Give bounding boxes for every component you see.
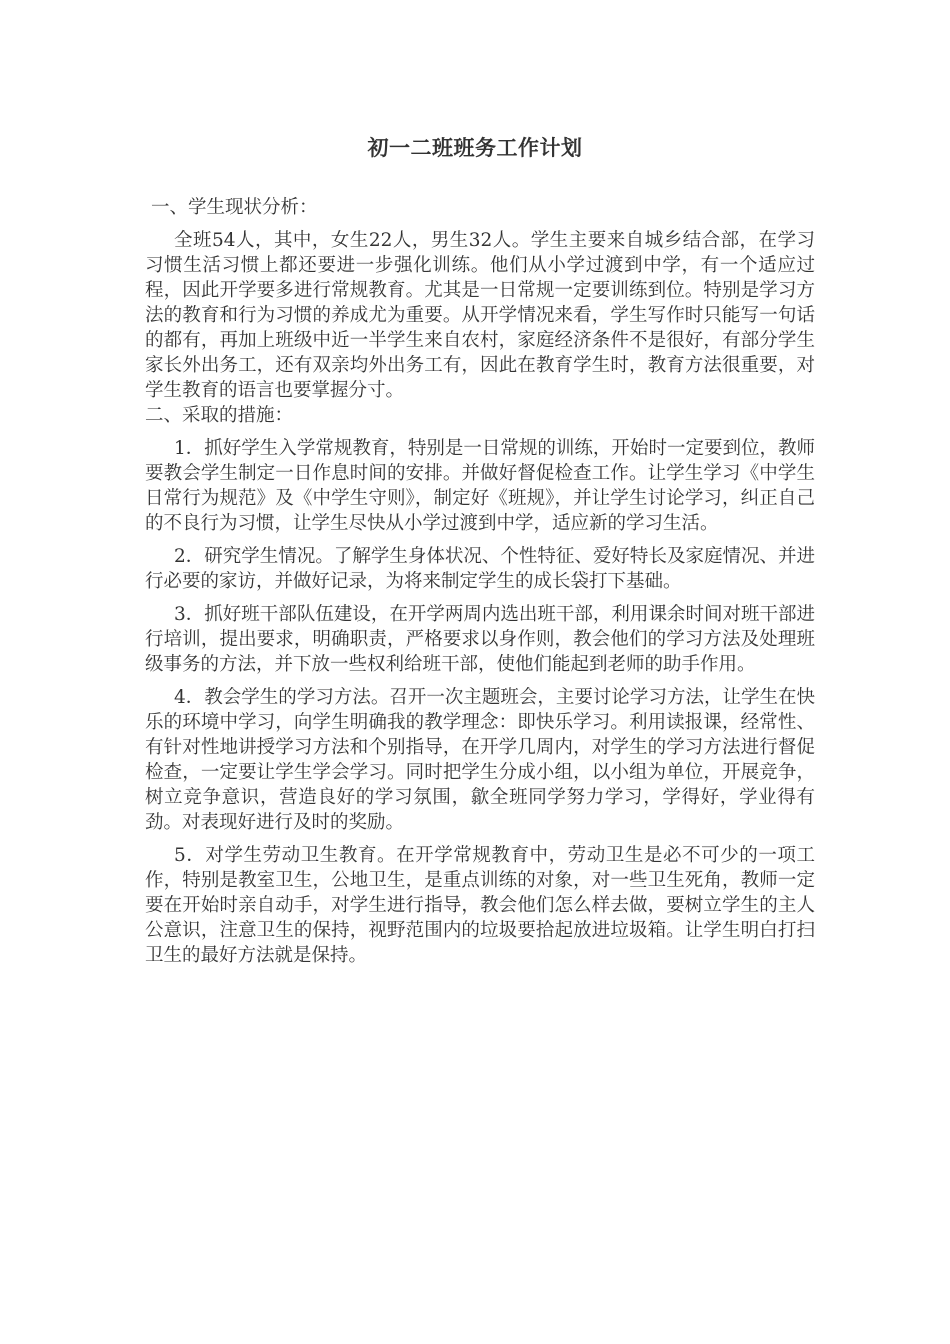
section-heading-analysis: 一、学生现状分析： [151, 197, 318, 218]
measure-item-2: 2．研究学生情况。了解学生身体状况、个性特征、爱好特长及家庭情况、并进行必要的家访，并做好记录，为将来制定学生的成长袋打下基础。 [145, 546, 815, 592]
measure-item-4: 4．教会学生的学习方法。召开一次主题班会，主要讨论学习方法，让学生在快乐的环境中学习，向学生明确我的教学理念：即快乐学习。利用读报课，经常性、有针对性地讲授学习方法和个别指导，在开学几周内，对学生的学习方法进行督促检查，一定要让学生学会学习。同时把学生分成小组，以小组为单位，开展竞争，树立竞争意识，营造良好的学习氛围，歙全班同学努力学习，学得好，学业得有劲。对表现好进行及时的奖励。 [145, 687, 815, 833]
document-title: 初一二班班务工作计划 [367, 136, 583, 160]
paragraph-analysis: 全班54人，其中，女生22人，男生32人。学生主要来自城乡结合部，在学习习惯生活习惯上都还要进一步强化训练。他们从小学过渡到中学，有一个适应过程，因此开学要多进行常规教育。尤其是一日常规一定要训练到位。特别是学习方法的教育和行为习惯的养成尤为重要。从开学情况来看，学生写作时只能写一句话的都有，再加上班级中近一半学生来自农村，家庭经济条件不是很好，有部分学生家长外出务工，还有双亲均外出务工有，因此在教育学生时，教育方法很重要，对学生教育的语言也要掌握分寸。 [145, 230, 815, 401]
document-body [145, 195, 815, 968]
measure-item-3: 3．抓好班干部队伍建设，在开学两周内选出班干部，利用课余时间对班干部进行培训，提出要求，明确职责，严格要求以身作则，教会他们的学习方法及处理班级事务的方法，并下放一些权利给班干部，使他们能起到老师的助手作用。 [145, 604, 815, 675]
measure-item-5: 5．对学生劳动卫生教育。在开学常规教育中，劳动卫生是必不可少的一项工作，特别是教室卫生，公地卫生，是重点训练的对象，对一些卫生死角，教师一定要在开始时亲自动手，对学生进行指导，教会他们怎么样去做，要树立学生的主人公意识，注意卫生的保持，视野范围内的垃圾要拾起放进垃圾箱。让学生明白打扫卫生的最好方法就是保持。 [145, 845, 815, 966]
measure-item-1: 1．抓好学生入学常规教育，特别是一日常规的训练，开始时一定要到位，教师要教会学生制定一日作息时间的安排。并做好督促检查工作。让学生学习《中学生日常行为规范》及《中学生守则》，制定好《班规》，并让学生讨论学习，纠正自己的不良行为习惯，让学生尽快从小学过渡到中学，适应新的学习生活。 [145, 438, 815, 534]
section-heading-measures: 二、采取的措施： [145, 405, 294, 426]
